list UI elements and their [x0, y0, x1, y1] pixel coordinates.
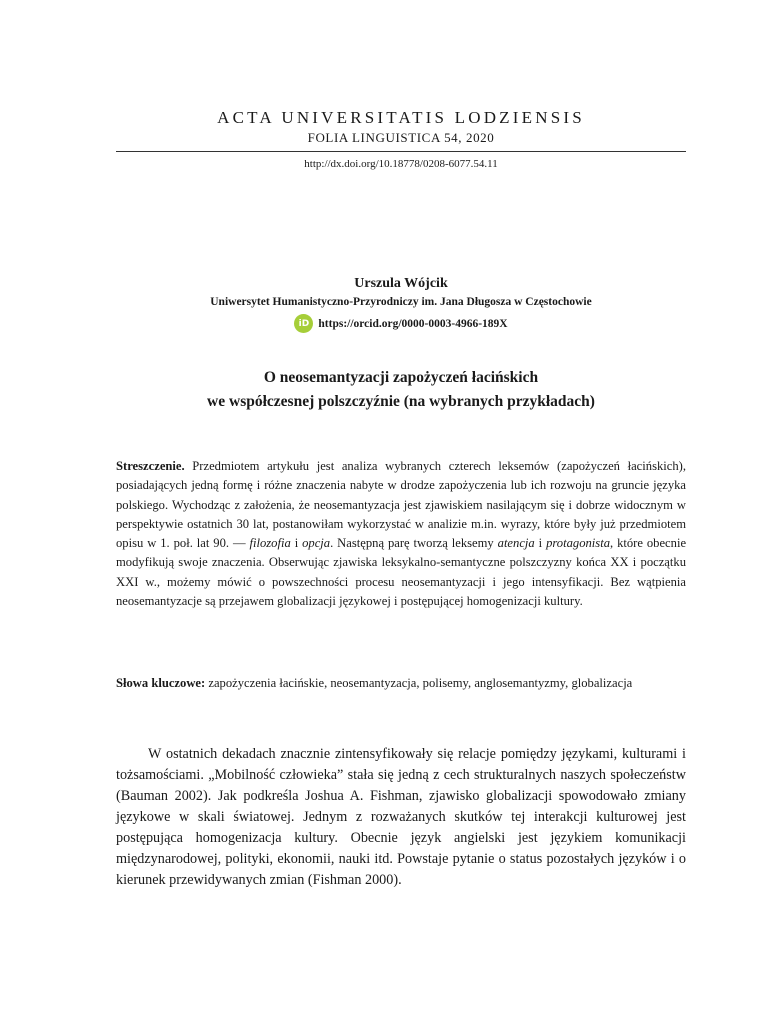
term-opcja: opcja [302, 536, 331, 551]
doi-link[interactable]: http://dx.doi.org/10.18778/0208-6077.54.11 [304, 158, 498, 170]
abstract-text-2: . Następną parę tworzą leksemy [330, 536, 498, 551]
abstract-text-1: Przedmiotem artykułu jest analiza wybranych czterech leksemów (zapożyczeń łacińskich), posiadających jedną formę i różne znaczenia nabyte w drodze zapożyczenia lub ich rozwoju na gruncie języka polskiego. Wychodząc z założenia, że neosemantyzacja jest zjawiskiem nasilającym się i dobrze widocznym w perspektywie ostatnich 30 lat, postanowiłam wykorzystać w analizie m.in. wyrazy, które były już przedmiotem opisu w 1. poł. lat 90. — [116, 459, 686, 551]
abstract [116, 457, 686, 611]
term-protagonista: protagonista [546, 536, 610, 551]
article-title-line-1: O neosemantyzacji zapożyczeń łacińskich [263, 369, 539, 386]
keywords [116, 674, 686, 693]
article-title-line-2: we współczesnej polszczyźnie (na wybranych przykładach) [207, 393, 595, 410]
header-divider [116, 151, 686, 152]
orcid-icon: iD [294, 314, 313, 333]
abstract-conj-1: i [290, 536, 303, 551]
term-filozofia: filozofia [249, 536, 291, 551]
term-atencja: atencja [497, 536, 535, 551]
article-title [116, 366, 686, 414]
orcid-row [116, 314, 686, 333]
abstract-label: Streszczenie. [116, 459, 185, 473]
journal-name: ACTA UNIVERSITATIS LODZIENSIS [217, 108, 585, 127]
author-affiliation: Uniwersytet Humanistyczno-Przyrodniczy im. Jana Długosza w Częstochowie [210, 296, 592, 308]
keywords-text: zapożyczenia łacińskie, neosemantyzacja, polisemy, anglosemantyzmy, globalizacja [205, 676, 633, 690]
author-name: Urszula Wójcik [354, 276, 448, 291]
abstract-conj-2: i [534, 536, 547, 551]
body-paragraph: W ostatnich dekadach znacznie zintensyfikowały się relacje pomiędzy językami, kulturami i tożsamościami. „Mobilność człowieka” stała się jedną z cech strukturalnych naszych społeczeństw (Bauman 2002). Jak podkreśla Joshua A. Fishman, zjawisko globalizacji spowodowało zmiany językowe w skali światowej. Jednym z rozważanych skutków tej interakcji kulturowej jest postępująca homogenizacja kultury. Obecnie język angielski jest językiem komunikacji międzynarodowej, polityki, ekonomii, nauki itd. Powstaje pytanie o status pozostałych języków i o kierunek przewidywanych zmian (Fishman 2000). [116, 746, 686, 888]
orcid-link[interactable]: https://orcid.org/0000-0003-4966-189X [318, 317, 508, 330]
keywords-label: Słowa kluczowe: [116, 676, 206, 690]
abstract-text-3: , które obecnie modyfikują swoje znaczenia. Obserwując zjawiska leksykalno-semantyczne polszczyzny końca XX i początku XXI w., możemy mówić o powszechności procesu neosemantyzacji i jego intensyfikacji. Bez wątpienia neosemantyzacje są przejawem globalizacji językowej i postępującej homogenizacji kultury. [116, 536, 687, 609]
journal-series: FOLIA LINGUISTICA 54, 2020 [307, 130, 495, 145]
